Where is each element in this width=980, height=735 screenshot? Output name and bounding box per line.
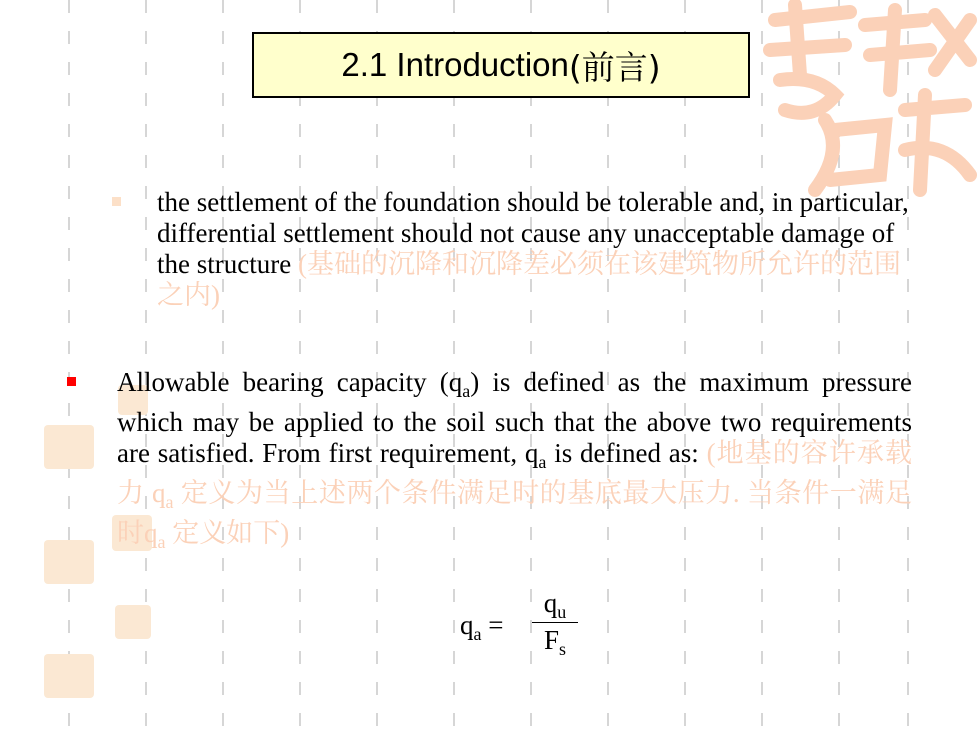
formula-fraction [532,588,578,660]
text-fragment: 定义为当上述两个条件满足时的基底最大压力. 当条件一满足时q [117,478,913,548]
seal-stamp [115,605,151,639]
text-fragment: Allowable bearing capacity (q [117,367,463,397]
formula-symbol: q [543,588,558,618]
subscript: a [157,532,166,552]
seal-stamp [44,540,94,584]
subscript: a [165,492,174,512]
bullet-settlement-text [157,187,912,311]
formula-numerator [532,588,578,623]
text-fragment: is defined as: [546,438,707,468]
subscript: s [559,639,567,659]
formula-lhs [460,610,503,645]
bullet-marker [67,377,76,386]
title-chinese: (前言) [568,47,661,87]
bullet-settlement-chinese: (基础的沉降和沉降差必须在该建筑物所允许的范围之内) [157,249,901,310]
subscript: u [557,602,567,622]
bullet-settlement-english: the settlement of the foundation should be tolerable and, in particular, differential settlement should not cause any unacceptable damage of the structure [157,187,909,279]
subscript: a [462,381,471,401]
text-fragment: (地基的容许承载力 q [117,438,912,508]
title-english: 2.1 Introduction [341,46,569,83]
subscript: a [538,452,547,472]
text-fragment: 定义如下) [165,518,290,548]
slide-title [252,32,750,98]
bullet-marker [112,197,121,206]
calligraphy-watermark [755,0,980,200]
formula-symbol: F [543,625,559,655]
text-fragment: ) is defined as the maximum pressure which may be applied to the soil such that the above two requirements are satisfied. From first requirement, q [117,367,912,468]
formula-denominator [532,623,578,660]
subscript: a [473,624,482,644]
seal-stamp [44,654,94,698]
formula-symbol: q [460,610,474,640]
equals-sign: = [481,610,504,640]
bullet-allowable-capacity-text [117,367,912,558]
seal-stamp [44,425,94,469]
